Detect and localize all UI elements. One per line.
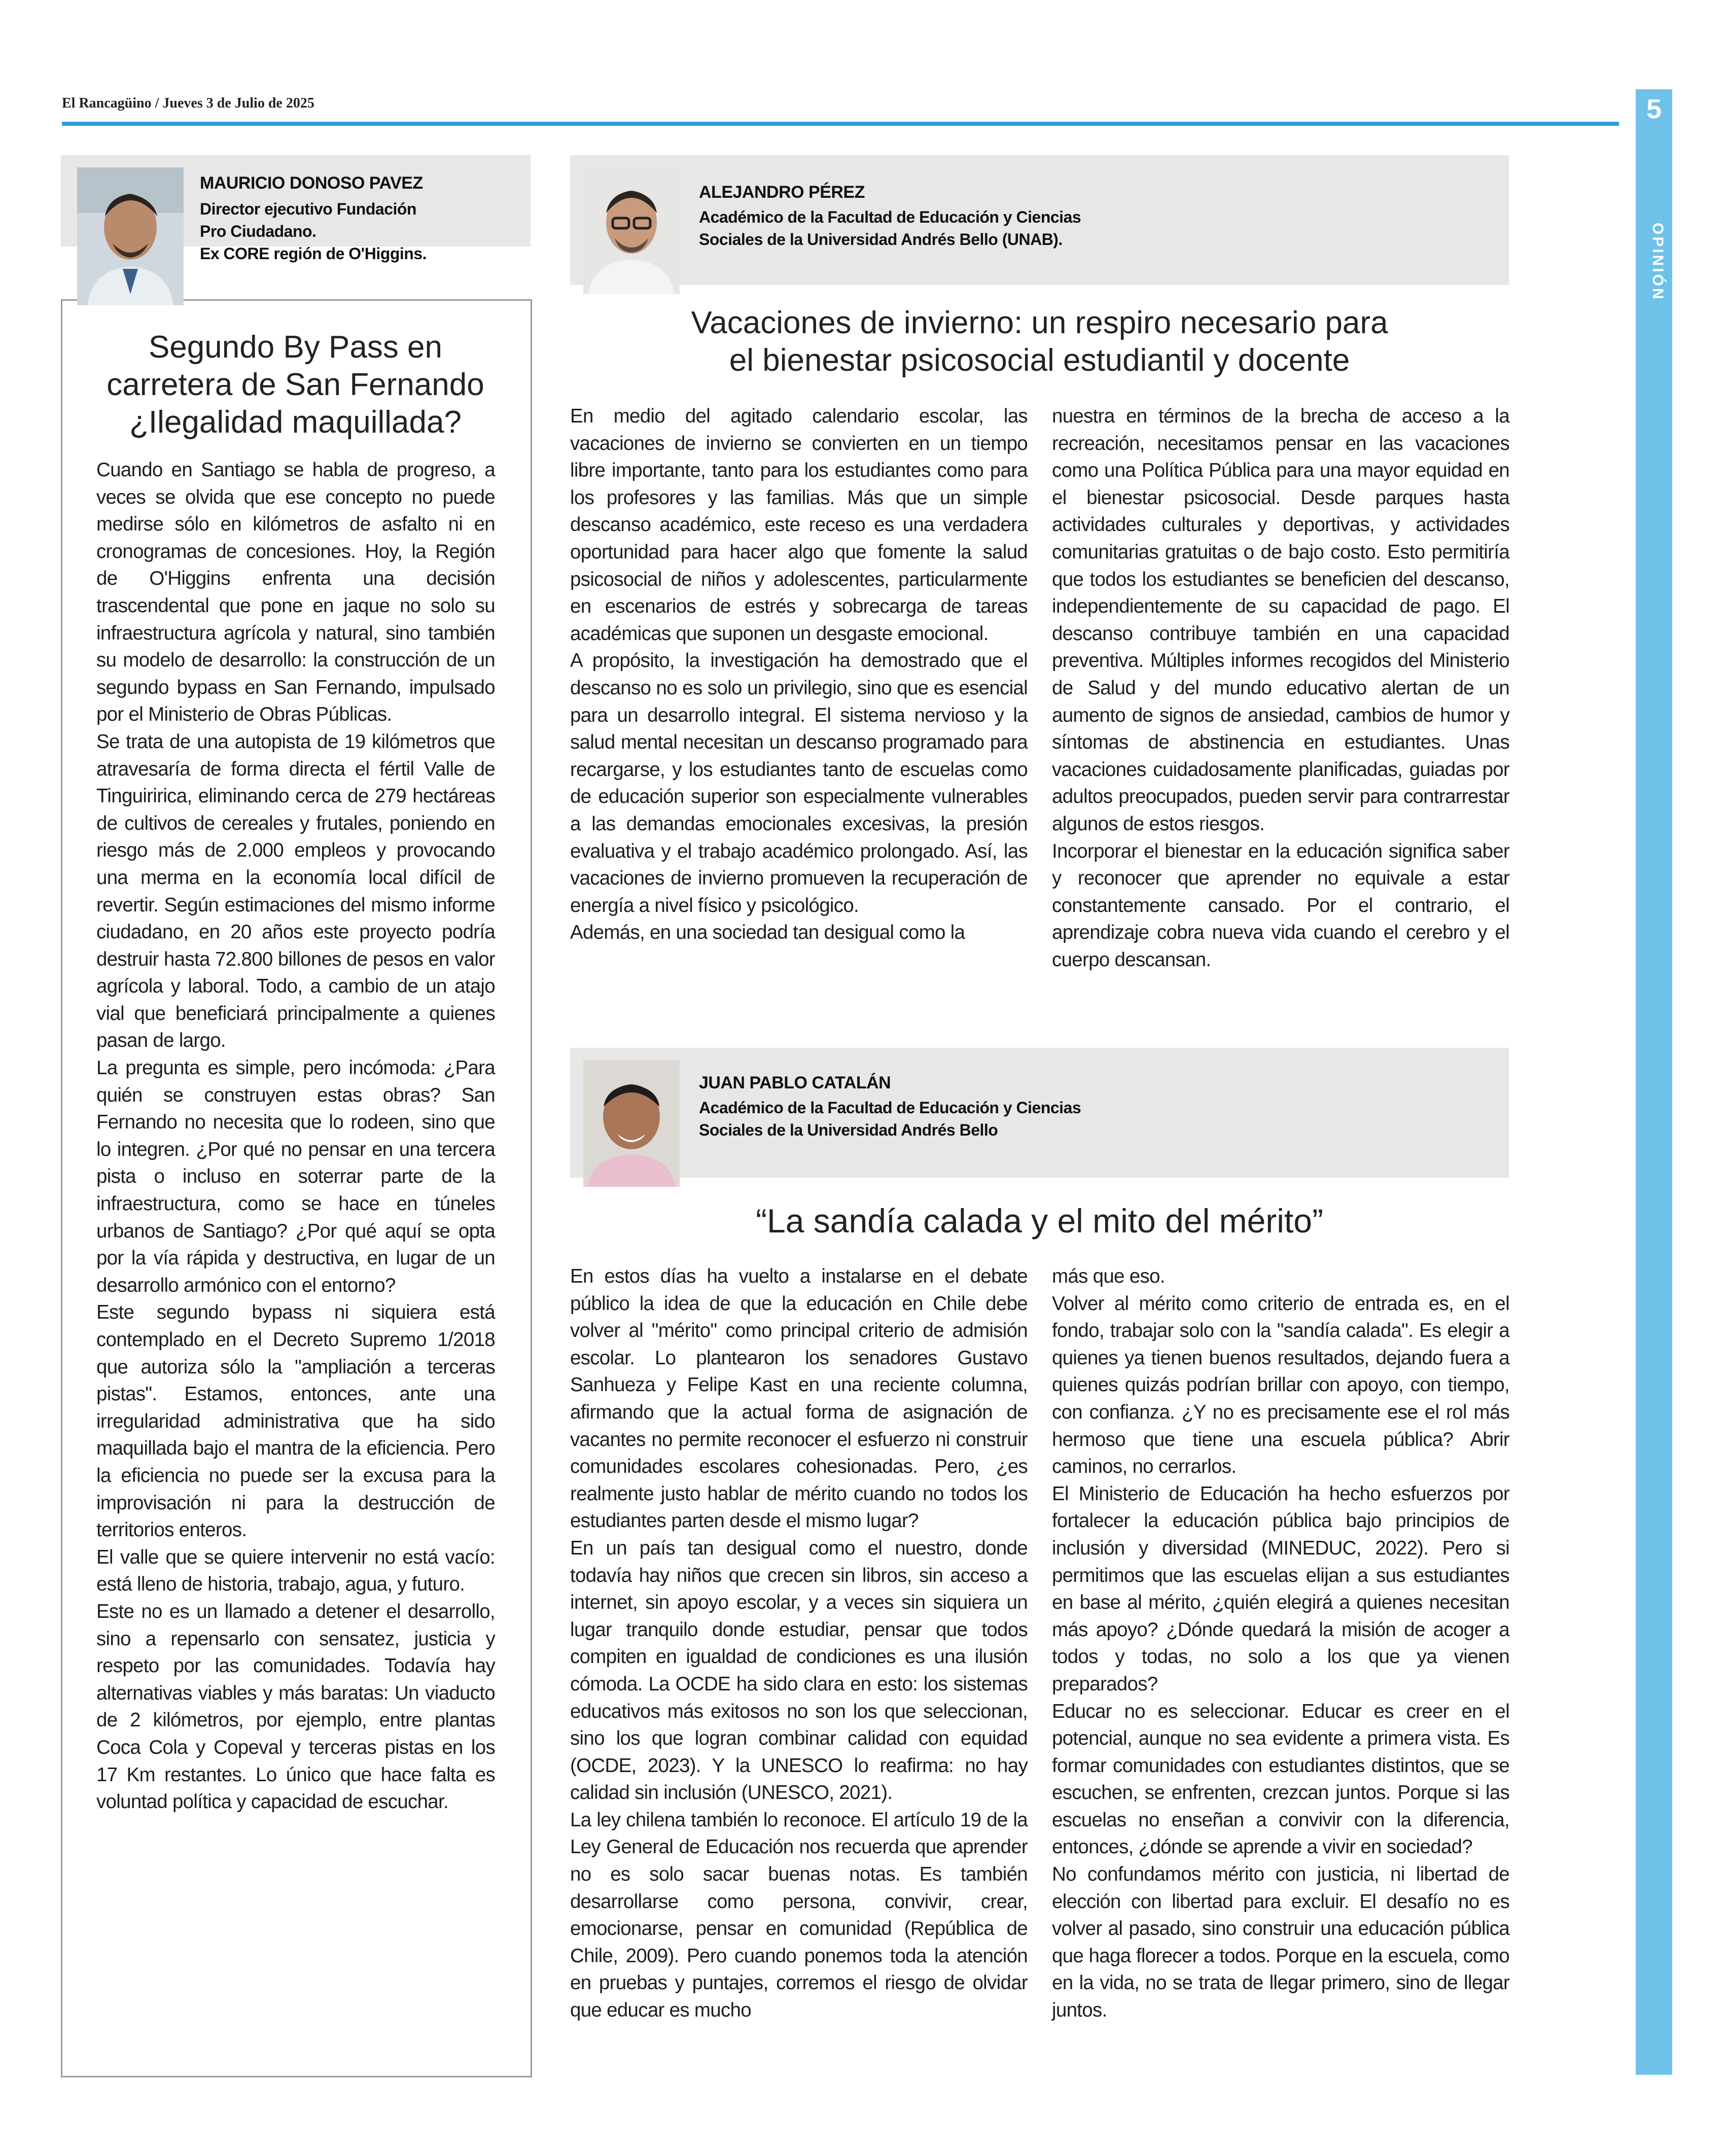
author-bio-line: Director ejecutivo Fundación <box>200 200 416 218</box>
title-line: carretera de San Fernando <box>107 367 484 402</box>
paragraph: La ley chilena también lo reconoce. El artículo 19 de la Ley General de Educación nos recuerda que aprender no es solo sacar buenas notas. Es también desarrollarse como persona, convivir, crear, emocionarse, pensar en comunidad (República de Chile, 2009). Pero cuando ponemos toda la atención en pruebas y puntajes, corremos el riesgo de olvidar que educar es mucho <box>570 1809 1028 2022</box>
author-bio-line: Sociales de la Universidad Andrés Bello <box>699 1121 998 1139</box>
paragraph: Volver al mérito como criterio de entrada es, en el fondo, trabajar solo con la "sandía calada". Es elegir a quienes ya tienen buenos resultados, dejando fuera a quienes quizás podrían brillar con apoyo, con tiempo, con confianza. ¿Y no es precisamente ese el rol más hermoso que tiene una escuela pública? Abrir caminos, no cerrarlos. <box>1052 1292 1509 1478</box>
section-label: OPINIÓN <box>1649 222 1666 301</box>
author-photo-mauricio <box>77 167 184 305</box>
paragraph: Este no es un llamado a detener el desarrollo, sino a repensarlo con sensatez, justicia y respeto por las comunidades. Todavía hay alternativas viables y más baratas: Un viaducto de 2 kilómetros, por ejemplo, entre plantas Coca Cola y Copeval y terceras pistas en los 17 Km restantes. Lo único que hace falta es voluntad política y capacidad de escuchar. <box>96 1600 495 1813</box>
section-tab <box>1636 89 1672 2075</box>
author-name: JUAN PABLO CATALÁN <box>699 1073 891 1092</box>
page-number: 5 <box>1646 94 1662 124</box>
article-body-col1 <box>570 1263 1028 2024</box>
paragraph: más que eso. <box>1052 1265 1165 1287</box>
title-line: Vacaciones de invierno: un respiro necesario para <box>691 305 1388 340</box>
paragraph: El Ministerio de Educación ha hecho esfuerzos por fortalecer la educación pública bajo principios de inclusión y diversidad (MINEDUC, 2022). Pero si permitimos que las escuelas elijan a sus estudiantes en base al mérito, ¿quién elegirá a quienes necesitan más apoyo? ¿Dónde quedará la misión de acoger a todos y todas, no solo a los que ya vienen preparados? <box>1052 1482 1509 1695</box>
paragraph: Se trata de una autopista de 19 kilómetros que atravesaría de forma directa el fértil Valle de Tinguiririca, eliminando cerca de 279 hectáreas de cultivos de cereales y frutales, poniendo en riesgo más de 2.000 empleos y provocando una merma en la economía local difícil de revertir. Según estimaciones del mismo informe ciudadano, en 20 años este proyecto podría destruir hasta 72.800 billones de pesos en valor agrícola y laboral. Todo, a cambio de un atajo vial que beneficiará principalmente a quienes pasan de largo. <box>96 730 495 1052</box>
title-line: ¿Ilegalidad maquillada? <box>129 405 462 440</box>
article-title: “La sandía calada y el mito del mérito” <box>756 1202 1323 1240</box>
paragraph: nuestra en términos de la brecha de acceso a la recreación, necesitamos pensar en las vacaciones como una Política Pública para una mayor equidad en el bienestar psicosocial. Desde parques hasta actividades culturales y deportivas, y actividades comunitarias gratuitas o de bajo costo. Esto permitiría que todos los estudiantes se beneficien del descanso, independientemente de su capacidad de pago. El descanso contribuye también en una capacidad preventiva. Múltiples informes recogidos del Ministerio de Salud y del mundo educativo alertan de un aumento de signos de ansiedad, cambios de humor y síntomas de abstinencia en estudiantes. Unas vacaciones cuidadosamente planificadas, guiadas por adultos preocupados, pueden servir para contrarrestar algunos de estos riesgos. <box>1052 405 1509 835</box>
author-bio-line: Sociales de la Universidad Andrés Bello (UNAB). <box>699 230 1063 249</box>
author-bio-line: Ex CORE región de O'Higgins. <box>200 244 427 263</box>
paragraph: En medio del agitado calendario escolar, las vacaciones de invierno se convierten en un tiempo libre importante, tanto para los estudiantes como para los profesores y las familias. Más que un simple descanso académico, este receso es una verdadera oportunidad para hacer algo que fomente la salud psicosocial de niños y adolescentes, particularmente en escenarios de estrés y sobrecarga de tareas académicas que suponen un desgaste emocional. <box>570 405 1028 645</box>
author-photo-alejandro <box>583 167 680 294</box>
title-line: el bienestar psicosocial estudiantil y docente <box>729 343 1350 378</box>
article-body <box>96 456 495 1816</box>
paragraph: En un país tan desigual como el nuestro, donde todavía hay niños que crecen sin libros, sin acceso a internet, sin apoyo escolar, y a veces sin siquiera un lugar tranquilo donde estudiar, pensar que todos compiten en igualdad de condiciones es una ilusión cómoda. La OCDE ha sido clara en esto: los sistemas educativos más exitosos no son los que seleccionan, sino los que logran combinar calidad con equidad (OCDE, 2023). Y la UNESCO lo reafirma: no hay calidad sin inclusión (UNESCO, 2021). <box>570 1537 1028 1804</box>
author-photo-juan-pablo <box>583 1060 680 1187</box>
article-body-col2 <box>1052 403 1509 973</box>
article-body-col1 <box>570 403 1028 946</box>
paragraph: Incorporar el bienestar en la educación significa saber y reconocer que aprender no equivale a estar constantemente cansado. Por el contrario, el aprendizaje cobra nueva vida cuando el cerebro y el cuerpo descansan. <box>1052 840 1509 971</box>
header-rule <box>62 122 1619 126</box>
paragraph: Este segundo bypass ni siquiera está contemplado en el Decreto Supremo 1/2018 que autoriza sólo la "ampliación a terceras pistas". Estamos, entonces, ante una irregularidad administrativa que ha sido maquillada bajo el mantra de la eficiencia. Pero la eficiencia no puede ser la excusa para la improvisación ni para la destrucción de territorios enteros. <box>96 1301 495 1541</box>
author-bio-line: Académico de la Facultad de Educación y Ciencias <box>699 208 1081 226</box>
article-body-col2 <box>1052 1263 1509 2024</box>
author-bio-line: Pro Ciudadano. <box>200 222 316 240</box>
author-name: ALEJANDRO PÉREZ <box>699 183 865 202</box>
masthead: El Rancagüino / Jueves 3 de Julio de 2025 <box>62 95 314 111</box>
author-name: MAURICIO DONOSO PAVEZ <box>200 173 423 193</box>
paragraph: El valle que se quiere intervenir no está vacío: está lleno de historia, trabajo, agua, y futuro. <box>96 1546 495 1596</box>
paragraph: En estos días ha vuelto a instalarse en el debate público la idea de que la educación en Chile debe volver al "mérito" como principal criterio de admisión escolar. Lo plantearon los senadores Gustavo Sanhueza y Felipe Kast en una reciente columna, afirmando que la actual forma de asignación de vacantes no permite reconocer el esfuerzo ni construir comunidades escolares cohesionadas. Pero, ¿es realmente justo hablar de mérito cuando no todos los estudiantes parten desde el mismo lugar? <box>570 1265 1028 1532</box>
paragraph: La pregunta es simple, pero incómoda: ¿Para quién se construyen estas obras? San Fernando no necesita que lo rodeen, sino que lo integren. ¿Por qué no pensar en una tercera pista o incluso en soterrar parte de la infraestructura, como se hace en túneles urbanos de Santiago? ¿Por qué aquí se opta por la vía rápida y destructiva, en lugar de un desarrollo armónico con el entorno? <box>96 1057 495 1296</box>
paragraph: A propósito, la investigación ha demostrado que el descanso no es solo un privilegio, sino que es esencial para un desarrollo integral. El sistema nervioso y la salud mental necesitan un descanso programado para recargarse, y los estudiantes tanto de escuelas como de educación superior son especialmente vulnerables a las demandas emocionales excesivas, la presión evaluativa y el trabajo académico prolongado. Así, las vacaciones de invierno promueven la recuperación de energía a nivel físico y psicológico. <box>570 650 1028 916</box>
article-title <box>76 329 515 441</box>
author-bio-line: Académico de la Facultad de Educación y Ciencias <box>699 1099 1081 1117</box>
paragraph: No confundamos mérito con justicia, ni libertad de elección con libertad para excluir. El desafío no es volver al pasado, sino construir una educación pública que haga florecer a todos. Porque en la escuela, como en la vida, no se trata de llegar primero, sino de llegar juntos. <box>1052 1863 1509 2022</box>
paragraph: Educar no es seleccionar. Educar es creer en el potencial, aunque no sea evidente a primera vista. Es formar comunidades con estudiantes distintos, que se escuchen, se enfrenten, crezcan juntos. Porque si las escuelas no enseñan a convivir con la diferencia, entonces, ¿dónde se aprende a vivir en sociedad? <box>1052 1700 1509 1858</box>
paragraph: Además, en una sociedad tan desigual como la <box>570 922 965 944</box>
article-title <box>570 304 1509 379</box>
title-line: Segundo By Pass en <box>148 330 443 365</box>
paragraph: Cuando en Santiago se habla de progreso, a veces se olvida que ese concepto no puede medirse sólo en kilómetros de asfalto ni en cronogramas de concesiones. Hoy, la Región de O'Higgins enfrenta una decisión trascendental que pone en jaque no solo su infraestructura agrícola y natural, sino también su modelo de desarrollo: la construcción de un segundo bypass en San Fernando, impulsado por el Ministerio de Obras Públicas. <box>96 459 495 726</box>
